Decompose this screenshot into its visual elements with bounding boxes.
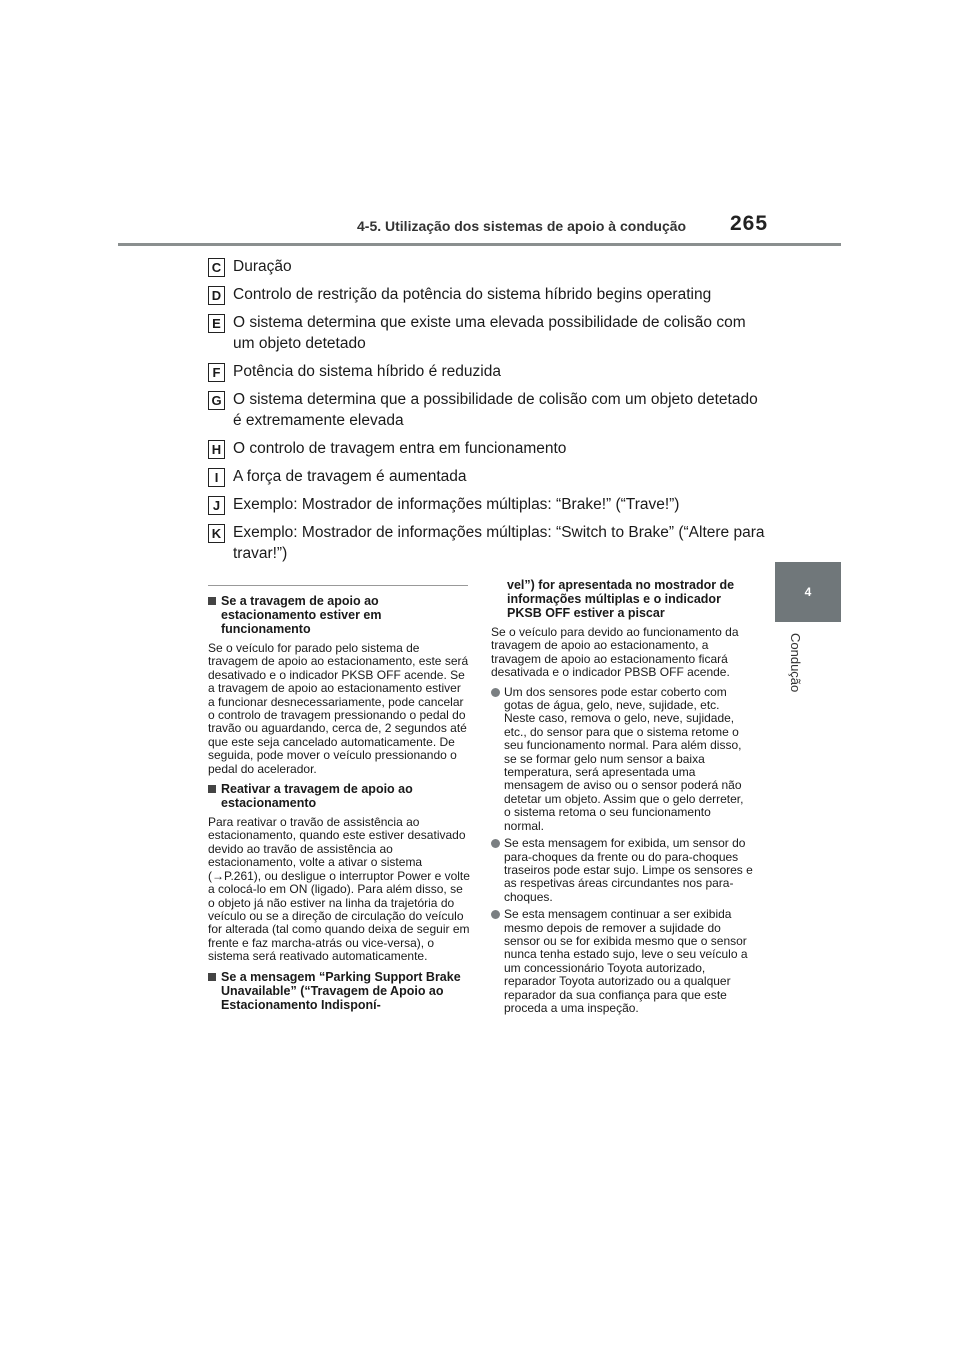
letter-badge: J [208, 496, 225, 515]
legend-item [208, 522, 768, 564]
letter-badge: H [208, 440, 225, 459]
section-heading-continued: vel”) for apresentada no mostrador de informações múltiplas e o indicador PKSB OFF estiver a piscar [507, 578, 735, 620]
section-heading: Se a travagem de apoio ao estacionamento estiver em funcionamento [208, 594, 470, 636]
square-bullet-icon [208, 785, 216, 793]
page-number: 265 [730, 212, 769, 235]
section-heading: Se a mensagem “Parking Support Brake Unavailable” (“Travagem de Apoio ao Estacionamento Indisponí- [208, 970, 470, 1012]
legend-text: Exemplo: Mostrador de informações múltiplas: “Brake!” (“Trave!”) [233, 496, 680, 513]
letter-badge: E [208, 314, 225, 333]
legend-text: O controlo de travagem entra em funcionamento [233, 440, 567, 457]
chapter-number: 4 [804, 585, 812, 599]
bullet-item: Se esta mensagem continuar a ser exibida mesmo depois de remover a sujidade do sensor ou se for exibida mesmo que o sensor nunca tenha estado sujo, leve o seu veículo a um concessionário Toyota autorizado, reparador Toyota autorizado ou a qualquer reparador da sua confiança para que este proceda a uma inspeção. [491, 908, 753, 1015]
section-title: 4-5. Utilização dos sistemas de apoio à condução [357, 218, 687, 234]
legend-item [208, 494, 768, 515]
legend-text: Potência do sistema híbrido é reduzida [233, 363, 501, 380]
right-column [491, 578, 753, 1019]
legend-text: A força de travagem é aumentada [233, 468, 467, 485]
section-body: Se o veículo para devido ao funcionamento da travagem de apoio ao estacionamento, a travagem de apoio ao estacionamento ficará desativada e o indicador PBSB OFF acende. [491, 625, 739, 680]
bullet-item: Se esta mensagem for exibida, um sensor do para-choques da frente ou do para-choques traseiros pode estar sujo. Limpe os sensores e as respetivas áreas circundantes nos para-choques. [491, 837, 753, 904]
letter-badge: G [208, 391, 225, 410]
header-divider [118, 243, 841, 246]
section-body: Se o veículo for parado pelo sistema de travagem de apoio ao estacionamento, este será desativado e o indicador PKSB OFF acende. Se a travagem de apoio ao estacionamento estiver a funcionar desnecessariamente, pode cancelar o controlo de travagem pressionando o pedal do travão ou aguardando, cerca de, 2 segundos até que este seja cancelado automaticamente. De seguida, pode mover o veículo pressionando o pedal do acelerador. [208, 641, 469, 776]
legend-text: O sistema determina que a possibilidade de colisão com um objeto detetado é extremamente elevada [233, 391, 758, 429]
letter-badge: D [208, 286, 225, 305]
legend-item [208, 284, 768, 305]
circle-bullet-icon [491, 839, 500, 848]
legend-text: O sistema determina que existe uma elevada possibilidade de colisão com um objeto detetado [233, 314, 746, 352]
legend-list [208, 256, 768, 571]
letter-badge: I [208, 468, 225, 487]
legend-item [208, 312, 768, 354]
column-divider [208, 585, 468, 586]
letter-badge: C [208, 258, 225, 277]
legend-item [208, 389, 768, 431]
circle-bullet-icon [491, 910, 500, 919]
bullet-item: Um dos sensores pode estar coberto com gotas de água, gelo, neve, sujidade, etc. Neste caso, remova o gelo, neve, sujidade, etc., do sensor para que o sistema retome o seu funcionamento normal. Para além disso, se se formar gelo num sensor a baixa temperatura, será apresentada uma mensagem de aviso ou o sensor poderá não detetar um objeto. Assim que o gelo derreter, o sistema retoma o seu funcionamento normal. [491, 686, 753, 833]
circle-bullet-icon [491, 688, 500, 697]
legend-item [208, 466, 768, 487]
legend-item [208, 361, 768, 382]
legend-text: Duração [233, 258, 292, 275]
legend-item [208, 438, 768, 459]
square-bullet-icon [208, 973, 216, 981]
legend-text: Exemplo: Mostrador de informações múltiplas: “Switch to Brake” (“Altere para travar!”) [233, 524, 765, 562]
legend-text: Controlo de restrição da potência do sistema híbrido begins operating [233, 286, 712, 303]
section-body: Para reativar o travão de assistência ao estacionamento, quando este estiver desativado devido ao travão de assistência ao estacionamento, volte a ativar o sistema (→P.261), ou desligue o interruptor Power e volte a colocá-lo em ON (ligado). Para além disso, se o objeto já não estiver na linha da trajetória do veículo ou se a direção de circulação do veículo for alterada (tal como quando deixa de seguir em frente e faz marcha-atrás ou vice-versa), o sistema será reativado automaticamente. [208, 815, 470, 964]
letter-badge: F [208, 363, 225, 382]
square-bullet-icon [208, 597, 216, 605]
chapter-label: Condução [788, 633, 803, 693]
section-heading: Reativar a travagem de apoio ao estacionamento [208, 782, 470, 810]
left-column [208, 590, 470, 1018]
legend-item [208, 256, 768, 277]
letter-badge: K [208, 524, 225, 543]
